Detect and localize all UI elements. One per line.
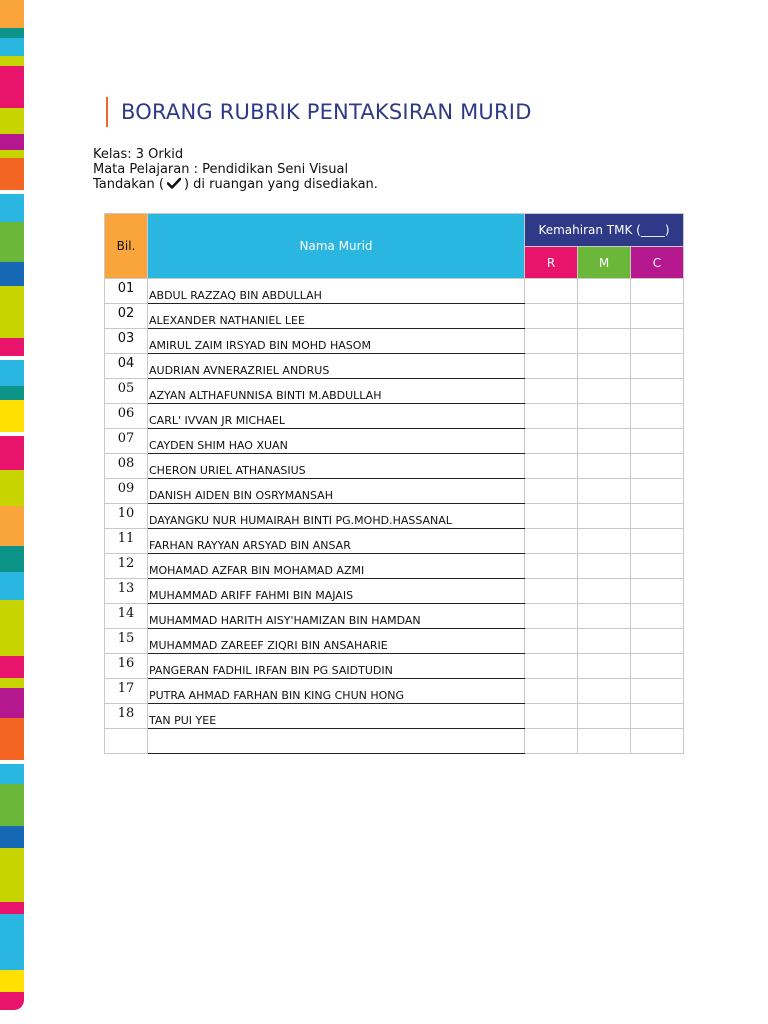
- table-row: [105, 604, 684, 629]
- checkbox-c[interactable]: [631, 679, 684, 704]
- stripe-segment: [0, 764, 24, 784]
- stripe-segment: [0, 56, 24, 66]
- stripe-segment: [0, 506, 24, 546]
- checkbox-c[interactable]: [631, 354, 684, 379]
- checkbox-r[interactable]: [525, 329, 578, 354]
- checkbox-r[interactable]: [525, 629, 578, 654]
- table-row: [105, 379, 684, 404]
- stripe-segment: [0, 784, 24, 826]
- student-name: MUHAMMAD ARIFF FAHMI BIN MAJAIS: [148, 579, 525, 604]
- rubric-table: [104, 213, 684, 754]
- instruction-suffix: ) di ruangan yang disediakan.: [183, 177, 378, 192]
- checkbox-m[interactable]: [578, 279, 631, 304]
- student-name: AMIRUL ZAIM IRSYAD BIN MOHD HASOM: [148, 329, 525, 354]
- student-name: FARHAN RAYYAN ARSYAD BIN ANSAR: [148, 529, 525, 554]
- stripe-segment: [0, 386, 24, 400]
- checkbox-m[interactable]: [578, 504, 631, 529]
- student-name: CHERON URIEL ATHANASIUS: [148, 454, 525, 479]
- checkbox-m[interactable]: [578, 704, 631, 729]
- title-block: [106, 97, 532, 127]
- table-row: [105, 404, 684, 429]
- table-row: [105, 329, 684, 354]
- checkbox-c[interactable]: [631, 279, 684, 304]
- table-row: [105, 729, 684, 754]
- table-row: [105, 704, 684, 729]
- student-name: ALEXANDER NATHANIEL LEE: [148, 304, 525, 329]
- checkbox-c[interactable]: [631, 654, 684, 679]
- stripe-segment: [0, 992, 24, 1010]
- row-number: 05: [105, 379, 148, 404]
- student-name: TAN PUI YEE: [148, 704, 525, 729]
- row-number: 11: [105, 529, 148, 554]
- checkbox-m[interactable]: [578, 579, 631, 604]
- student-name: CARL' IVVAN JR MICHAEL: [148, 404, 525, 429]
- row-number: 07: [105, 429, 148, 454]
- student-name: [148, 729, 525, 754]
- stripe-segment: [0, 902, 24, 914]
- checkbox-r[interactable]: [525, 279, 578, 304]
- subject-label: Mata Pelajaran : Pendidikan Seni Visual: [93, 162, 349, 177]
- stripe-segment: [0, 150, 24, 158]
- checkbox-c[interactable]: [631, 379, 684, 404]
- header-bil: Bil.: [105, 214, 148, 279]
- checkbox-c[interactable]: [631, 479, 684, 504]
- row-number: 15: [105, 629, 148, 654]
- checkbox-c[interactable]: [631, 404, 684, 429]
- checkbox-r[interactable]: [525, 304, 578, 329]
- row-number: 10: [105, 504, 148, 529]
- table-row: [105, 504, 684, 529]
- instruction-prefix: Tandakan (: [93, 177, 164, 192]
- stripe-segment: [0, 108, 24, 134]
- checkbox-m[interactable]: [578, 304, 631, 329]
- checkbox-m[interactable]: [578, 429, 631, 454]
- stripe-segment: [0, 572, 24, 600]
- stripe-segment: [0, 0, 24, 28]
- stripe-segment: [0, 914, 24, 970]
- row-number: 04: [105, 354, 148, 379]
- stripe-segment: [0, 848, 24, 902]
- stripe-segment: [0, 360, 24, 386]
- stripe-segment: [0, 38, 24, 56]
- table-row: [105, 479, 684, 504]
- stripe-segment: [0, 678, 24, 688]
- row-number: 18: [105, 704, 148, 729]
- row-number: 16: [105, 654, 148, 679]
- table-row: [105, 654, 684, 679]
- table-row: [105, 454, 684, 479]
- checkbox-r[interactable]: [525, 529, 578, 554]
- table-row: [105, 354, 684, 379]
- checkbox-r[interactable]: [525, 604, 578, 629]
- table-row: [105, 529, 684, 554]
- header-m: M: [578, 247, 631, 279]
- checkbox-c[interactable]: [631, 629, 684, 654]
- checkbox-c[interactable]: [631, 554, 684, 579]
- checkbox-r[interactable]: [525, 504, 578, 529]
- stripe-segment: [0, 470, 24, 506]
- student-name: PUTRA AHMAD FARHAN BIN KING CHUN HONG: [148, 679, 525, 704]
- stripe-segment: [0, 400, 24, 432]
- checkbox-c[interactable]: [631, 429, 684, 454]
- checkbox-m[interactable]: [578, 479, 631, 504]
- checkbox-r[interactable]: [525, 704, 578, 729]
- stripe-segment: [0, 718, 24, 760]
- row-number: 08: [105, 454, 148, 479]
- checkbox-c[interactable]: [631, 504, 684, 529]
- checkbox-r[interactable]: [525, 479, 578, 504]
- stripe-segment: [0, 970, 24, 992]
- checkbox-c[interactable]: [631, 329, 684, 354]
- student-name: DANISH AIDEN BIN OSRYMANSAH: [148, 479, 525, 504]
- checkbox-r[interactable]: [525, 729, 578, 754]
- checkbox-r[interactable]: [525, 404, 578, 429]
- student-name: MUHAMMAD ZAREEF ZIQRI BIN ANSAHARIE: [148, 629, 525, 654]
- row-number: 03: [105, 329, 148, 354]
- checkbox-r[interactable]: [525, 379, 578, 404]
- stripe-segment: [0, 546, 24, 572]
- student-name: PANGERAN FADHIL IRFAN BIN PG SAIDTUDIN: [148, 654, 525, 679]
- row-number: [105, 729, 148, 754]
- header-r: R: [525, 247, 578, 279]
- stripe-segment: [0, 28, 24, 38]
- stripe-segment: [0, 600, 24, 656]
- row-number: 17: [105, 679, 148, 704]
- student-name: ABDUL RAZZAQ BIN ABDULLAH: [148, 279, 525, 304]
- decorative-color-stripe: [0, 0, 24, 1010]
- row-number: 13: [105, 579, 148, 604]
- checkbox-c[interactable]: [631, 604, 684, 629]
- checkmark-icon: [167, 177, 181, 189]
- checkbox-r[interactable]: [525, 679, 578, 704]
- checkbox-r[interactable]: [525, 354, 578, 379]
- instruction-line: [93, 177, 378, 192]
- header-nama-murid: Nama Murid: [148, 214, 525, 279]
- checkbox-m[interactable]: [578, 354, 631, 379]
- checkbox-r[interactable]: [525, 654, 578, 679]
- checkbox-r[interactable]: [525, 454, 578, 479]
- stripe-segment: [0, 134, 24, 150]
- stripe-segment: [0, 222, 24, 262]
- student-name: AUDRIAN AVNERAZRIEL ANDRUS: [148, 354, 525, 379]
- stripe-segment: [0, 194, 24, 222]
- table-row: [105, 554, 684, 579]
- table-row: [105, 579, 684, 604]
- checkbox-c[interactable]: [631, 729, 684, 754]
- table-row: [105, 279, 684, 304]
- row-number: 09: [105, 479, 148, 504]
- student-name: AZYAN ALTHAFUNNISA BINTI M.ABDULLAH: [148, 379, 525, 404]
- class-label: Kelas: 3 Orkid: [93, 147, 184, 162]
- header-c: C: [631, 247, 684, 279]
- stripe-segment: [0, 656, 24, 678]
- checkbox-m[interactable]: [578, 554, 631, 579]
- table-row: [105, 429, 684, 454]
- checkbox-m[interactable]: [578, 604, 631, 629]
- stripe-segment: [0, 158, 24, 190]
- stripe-segment: [0, 286, 24, 338]
- row-number: 02: [105, 304, 148, 329]
- checkbox-m[interactable]: [578, 329, 631, 354]
- checkbox-r[interactable]: [525, 579, 578, 604]
- stripe-segment: [0, 66, 24, 108]
- checkbox-m[interactable]: [578, 379, 631, 404]
- checkbox-c[interactable]: [631, 704, 684, 729]
- checkbox-m[interactable]: [578, 729, 631, 754]
- checkbox-c[interactable]: [631, 579, 684, 604]
- checkbox-m[interactable]: [578, 679, 631, 704]
- checkbox-m[interactable]: [578, 404, 631, 429]
- stripe-segment: [0, 826, 24, 848]
- checkbox-m[interactable]: [578, 529, 631, 554]
- checkbox-c[interactable]: [631, 304, 684, 329]
- stripe-segment: [0, 436, 24, 470]
- student-name: MUHAMMAD HARITH AISY'HAMIZAN BIN HAMDAN: [148, 604, 525, 629]
- form-info: [93, 147, 378, 192]
- stripe-segment: [0, 688, 24, 718]
- checkbox-r[interactable]: [525, 554, 578, 579]
- table-row: [105, 679, 684, 704]
- checkbox-c[interactable]: [631, 529, 684, 554]
- stripe-segment: [0, 262, 24, 286]
- row-number: 12: [105, 554, 148, 579]
- student-name: MOHAMAD AZFAR BIN MOHAMAD AZMI: [148, 554, 525, 579]
- stripe-segment: [0, 338, 24, 356]
- checkbox-c[interactable]: [631, 454, 684, 479]
- table-row: [105, 629, 684, 654]
- checkbox-m[interactable]: [578, 654, 631, 679]
- checkbox-m[interactable]: [578, 629, 631, 654]
- page-title: BORANG RUBRIK PENTAKSIRAN MURID: [121, 100, 532, 124]
- student-name: CAYDEN SHIM HAO XUAN: [148, 429, 525, 454]
- table-row: [105, 304, 684, 329]
- row-number: 14: [105, 604, 148, 629]
- checkbox-m[interactable]: [578, 454, 631, 479]
- row-number: 06: [105, 404, 148, 429]
- header-kemahiran-tmk: Kemahiran TMK (____): [525, 214, 684, 247]
- checkbox-r[interactable]: [525, 429, 578, 454]
- title-accent-bar: [106, 97, 108, 127]
- row-number: 01: [105, 279, 148, 304]
- student-name: DAYANGKU NUR HUMAIRAH BINTI PG.MOHD.HASSANAL: [148, 504, 525, 529]
